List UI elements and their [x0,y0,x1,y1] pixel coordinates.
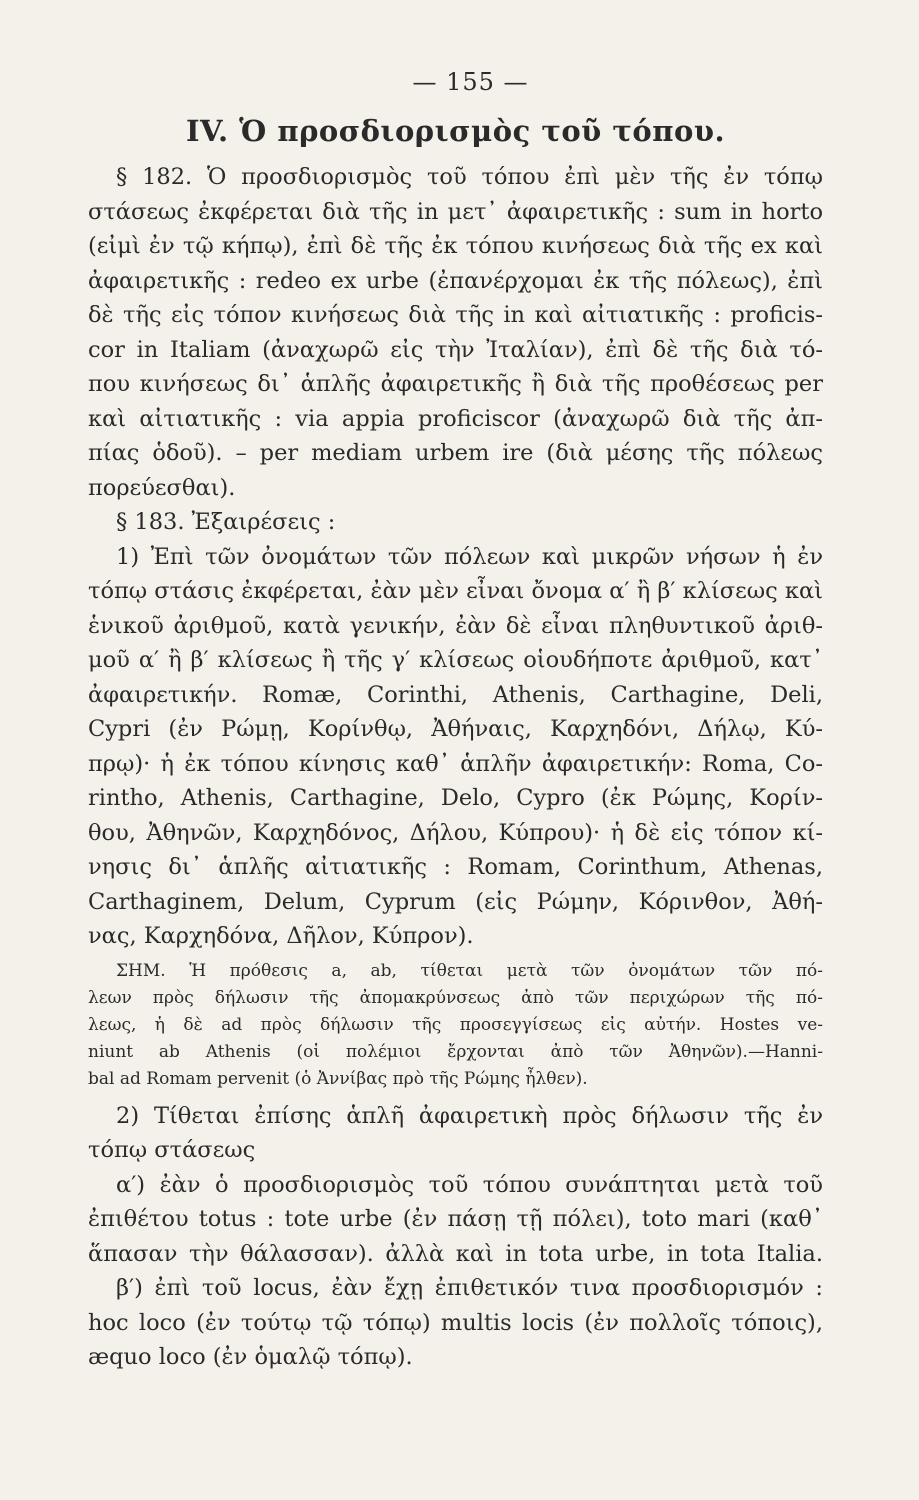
text-line: ἐπιθέτου totus : tote urbe (ἐν πάσῃ τῇ πόλει), toto mari (καθ᾽ [88,1206,823,1232]
text-line: (εἰμὶ ἐν τῷ κήπῳ), ἐπὶ δὲ τῆς ἐκ τόπου κινήσεως διὰ τῆς ex καὶ [88,233,823,259]
note-line: λεων πρὸς δήλωσιν τῆς ἀπομακρύνσεως ἀπὸ τῶν περιχώρων τῆς πό- [88,987,823,1008]
paragraph-182 [88,160,823,505]
text-line: β′) ἐπὶ τοῦ locus, ἐὰν ἔχῃ ἐπιθετικόν τινα προσδιορισμόν : [116,1275,823,1301]
text-line: θου, Ἀθηνῶν, Καρχηδόνος, Δήλου, Κύπρου)· ἡ δὲ εἰς τόπον κί- [88,819,823,846]
text-line: πίας ὁδοῦ). – per mediam urbem ire (διὰ μέσης τῆς πόλεως [88,440,823,466]
text-line: πορεύεσθαι). [88,474,236,501]
text-line: cor in Italiam (ἀναχωρῶ εἰς τὴν Ἰταλίαν), ἐπὶ δὲ τῆς διὰ τό- [88,336,823,363]
text-line: Cypri (ἐν Ρώμῃ, Κορίνθῳ, Ἀθήναις, Καρχηδόνι, Δήλῳ, Κύ- [88,716,823,742]
text-line: τόπῳ στάσις ἐκφέρεται, ἐὰν μὲν εἶναι ὄνομα α′ ἢ β′ κλίσεως καὶ [88,578,823,604]
text-line: τόπῳ στάσεως [88,1137,256,1163]
note-line: bal ad Romam pervenit (ὁ Ἀννίβας πρὸ τῆς Ρώμης ἦλθεν). [88,1068,588,1089]
text-line: § 183. Ἐξαιρέσεις : [116,509,336,535]
text-line: στάσεως ἐκφέρεται διὰ τῆς in μετ᾽ ἀφαιρετικῆς : sum in horto [88,198,823,225]
text-line: δὲ τῆς εἰς τόπον κινήσεως διὰ τῆς in καὶ αἰτιατικῆς : proficis- [88,302,823,328]
paragraph-183-heading [88,505,823,540]
text-line: æquo loco (ἐν ὁμαλῷ τόπῳ). [88,1344,413,1370]
text-line: ἀφαιρετικήν. Romæ, Corinthi, Athenis, Carthagine, Deli, [88,681,823,708]
paragraph-183-2b [88,1271,823,1375]
text-line: καὶ αἰτιατικῆς : via appia proficiscor (ἀναχωρῶ διὰ τῆς ἀπ- [88,405,823,432]
text-line: hoc loco (ἐν τούτῳ τῷ τόπῳ) multis locis (ἐν πολλοῖς τόποις), [88,1309,823,1336]
page-number: — 155 — [412,68,529,96]
text-line: ἀφαιρετικῆς : redeo ex urbe (ἐπανέρχομαι ἐκ τῆς πόλεως), ἐπὶ [88,267,823,294]
section-title: IV. Ὁ προσδιορισμὸς τοῦ τόπου. [185,114,726,148]
paragraph-183-2a [88,1168,823,1272]
text-line: ἑνικοῦ ἀριθμοῦ, κατὰ γενικήν, ἐὰν δὲ εἶναι πληθυντικοῦ ἀριθ- [88,612,823,639]
text-line: 2) Τίθεται ἐπίσης ἁπλῆ ἀφαιρετικὴ πρὸς δήλωσιν τῆς ἐν [116,1102,823,1129]
text-line: rintho, Athenis, Carthagine, Delo, Cypro (ἐκ Ρώμης, Κορίν- [88,785,823,811]
text-line: μοῦ α′ ἢ β′ κλίσεως ἢ τῆς γ′ κλίσεως οἱουδήποτε ἀριθμοῦ, κατ᾽ [88,647,823,673]
text-line: πρῳ)· ἡ ἐκ τόπου κίνησις καθ᾽ ἁπλῆν ἀφαιρετικήν: Roma, Co- [88,750,823,777]
note-paragraph [88,958,823,1093]
paragraph-183-2 [88,1099,823,1168]
note-line: λεως, ἡ δὲ ad πρὸς δήλωσιν τῆς προσεγγίσεως εἰς αὐτήν. Hostes ve- [88,1014,823,1035]
text-line: α′) ἐὰν ὁ προσδιορισμὸς τοῦ τόπου συνάπτηται μετὰ τοῦ [116,1171,823,1198]
text-line: Carthaginem, Delum, Cyprum (εἰς Ρώμην, Κόρινθον, Ἀθή- [88,888,823,915]
text-line: ἅπασαν τὴν θάλασσαν). ἀλλὰ καὶ in tota urbe, in tota Italia. [88,1240,823,1267]
note-line: niunt ab Athenis (οἱ πολέμιοι ἔρχονται ἀπὸ τῶν Ἀθηνῶν).—Hanni- [88,1041,823,1062]
text-line: § 182. Ὁ προσδιορισμὸς τοῦ τόπου ἐπὶ μὲν τῆς ἐν τόπῳ [116,164,823,190]
text-line: 1) Ἐπὶ τῶν ὀνομάτων τῶν πόλεων καὶ μικρῶν νήσων ἡ ἐν [116,543,823,570]
text-line: νας, Καρχηδόνα, Δῆλον, Κύπρον). [88,923,474,949]
note-line: ΣΗΜ. Ἡ πρόθεσις a, ab, τίθεται μετὰ τῶν ὀνομάτων τῶν πό- [116,960,823,981]
paragraph-183-1 [88,540,823,954]
text-line: νησις δι᾽ ἁπλῆς αἰτιατικῆς : Romam, Corinthum, Athenas, [88,854,823,880]
text-line: που κινήσεως δι᾽ ἁπλῆς ἀφαιρετικῆς ἢ διὰ τῆς προθέσεως per [88,371,823,397]
